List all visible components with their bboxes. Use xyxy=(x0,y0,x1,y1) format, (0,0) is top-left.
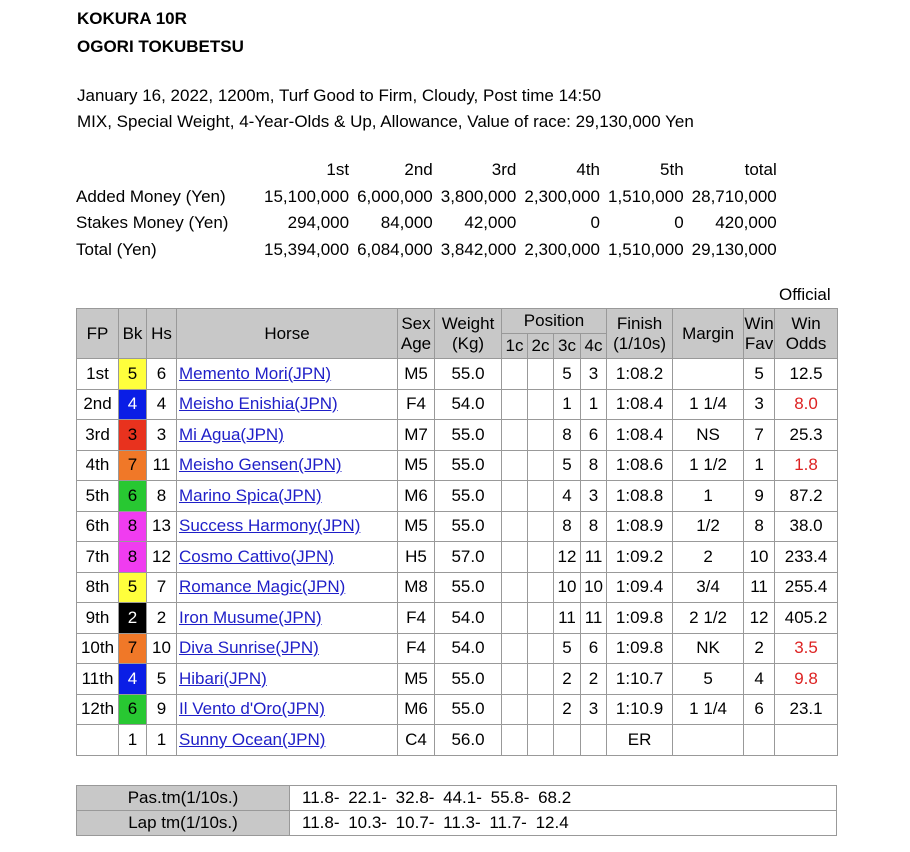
cell-fp: 4th xyxy=(77,450,119,481)
cell-c2 xyxy=(528,633,554,664)
cell-c2 xyxy=(528,725,554,756)
cell-margin: 1 1/4 xyxy=(673,694,744,725)
cell-wt: 55.0 xyxy=(435,511,502,542)
cell-fav: 12 xyxy=(744,603,775,634)
prize-value: 3,842,000 xyxy=(440,239,517,259)
cell-odds: 405.2 xyxy=(775,603,838,634)
cell-time: 1:08.4 xyxy=(607,389,673,420)
prize-value: 15,394,000 xyxy=(264,239,350,259)
table-row xyxy=(77,542,838,573)
prize-value: 420,000 xyxy=(715,213,777,233)
cell-c4: 3 xyxy=(581,359,607,390)
horse-link[interactable]: Iron Musume(JPN) xyxy=(179,607,322,627)
cell-fp: 3rd xyxy=(77,420,119,451)
bracket-badge: 4 xyxy=(119,664,147,695)
prize-row-label: Total (Yen) xyxy=(76,239,157,259)
cell-c4: 8 xyxy=(581,511,607,542)
cell-wt: 54.0 xyxy=(435,389,502,420)
cell-c1 xyxy=(502,694,528,725)
table-row xyxy=(77,481,838,512)
cell-fp: 7th xyxy=(77,542,119,573)
cell-time: 1:08.2 xyxy=(607,359,673,390)
prize-value: 6,084,000 xyxy=(357,239,433,259)
cell-c3 xyxy=(554,725,581,756)
cell-horse xyxy=(177,359,398,390)
cell-wt: 54.0 xyxy=(435,603,502,634)
cell-fav: 11 xyxy=(744,572,775,603)
cell-sa: H5 xyxy=(398,542,435,573)
cell-margin xyxy=(673,359,744,390)
cell-c4 xyxy=(581,725,607,756)
cell-sa: C4 xyxy=(398,725,435,756)
prize-value: 15,100,000 xyxy=(264,186,350,206)
cell-margin: 2 xyxy=(673,542,744,573)
prize-value: 1,510,000 xyxy=(608,186,684,206)
header-win-odds: Win Odds xyxy=(775,309,838,359)
cell-wt: 55.0 xyxy=(435,572,502,603)
prize-value: 42,000 xyxy=(464,213,517,233)
bracket-badge: 1 xyxy=(119,725,147,756)
cell-fp: 12th xyxy=(77,694,119,725)
cell-c2 xyxy=(528,603,554,634)
cell-horse xyxy=(177,511,398,542)
cell-sa: M6 xyxy=(398,481,435,512)
table-row xyxy=(77,359,838,390)
prize-value: 3,800,000 xyxy=(440,186,517,206)
cell-time: 1:10.7 xyxy=(607,664,673,695)
cell-c3: 2 xyxy=(554,694,581,725)
cell-hs: 12 xyxy=(147,542,177,573)
horse-link[interactable]: Mi Agua(JPN) xyxy=(179,424,284,444)
cell-c3: 5 xyxy=(554,450,581,481)
table-row xyxy=(77,572,838,603)
bracket-badge: 8 xyxy=(119,542,147,573)
header-finish: Finish (1/10s) xyxy=(607,309,673,359)
cell-sa: F4 xyxy=(398,603,435,634)
cell-odds: 12.5 xyxy=(775,359,838,390)
prize-value: 28,710,000 xyxy=(691,186,777,206)
prize-value: 2,300,000 xyxy=(524,239,601,259)
table-row xyxy=(77,725,838,756)
bracket-badge: 5 xyxy=(119,359,147,390)
cell-c4: 3 xyxy=(581,694,607,725)
cell-wt: 55.0 xyxy=(435,450,502,481)
cell-c4: 10 xyxy=(581,572,607,603)
passing-time-label: Pas.tm(1/10s.) xyxy=(77,786,290,811)
cell-hs: 4 xyxy=(147,389,177,420)
horse-link[interactable]: Sunny Ocean(JPN) xyxy=(179,729,326,749)
cell-c2 xyxy=(528,542,554,573)
cell-c2 xyxy=(528,420,554,451)
lap-times-table xyxy=(76,785,837,836)
cell-horse xyxy=(177,389,398,420)
bracket-badge: 3 xyxy=(119,420,147,451)
cell-c2 xyxy=(528,481,554,512)
prize-header: 1st xyxy=(326,160,350,180)
header-hs: Hs xyxy=(147,309,177,359)
cell-c1 xyxy=(502,511,528,542)
header-3c: 3c xyxy=(554,334,581,359)
bracket-badge: 5 xyxy=(119,572,147,603)
race-conditions: January 16, 2022, 1200m, Turf Good to Firm, Cloudy, Post time 14:50 xyxy=(77,86,602,105)
prize-row-label: Added Money (Yen) xyxy=(76,186,226,206)
cell-c4: 6 xyxy=(581,420,607,451)
official-label: Official xyxy=(779,285,831,304)
prize-value: 2,300,000 xyxy=(524,186,601,206)
bracket-badge: 2 xyxy=(119,603,147,634)
horse-link[interactable]: Memento Mori(JPN) xyxy=(179,363,332,383)
cell-c3: 5 xyxy=(554,633,581,664)
cell-c1 xyxy=(502,725,528,756)
bracket-badge: 7 xyxy=(119,450,147,481)
cell-fav: 1 xyxy=(744,450,775,481)
cell-margin: 1 1/2 xyxy=(673,450,744,481)
cell-horse xyxy=(177,542,398,573)
cell-odds: 9.8 xyxy=(775,664,838,695)
cell-fp xyxy=(77,725,119,756)
cell-odds: 8.0 xyxy=(775,389,838,420)
cell-c1 xyxy=(502,359,528,390)
cell-c2 xyxy=(528,664,554,695)
cell-c1 xyxy=(502,450,528,481)
cell-sa: M5 xyxy=(398,450,435,481)
cell-time: ER xyxy=(607,725,673,756)
table-row xyxy=(77,664,838,695)
header-1c: 1c xyxy=(502,334,528,359)
prize-header: 2nd xyxy=(404,160,433,180)
header-position: Position xyxy=(502,309,607,334)
cell-c4: 11 xyxy=(581,603,607,634)
cell-c1 xyxy=(502,481,528,512)
cell-c3: 2 xyxy=(554,664,581,695)
cell-time: 1:09.2 xyxy=(607,542,673,573)
cell-odds: 87.2 xyxy=(775,481,838,512)
cell-sa: M8 xyxy=(398,572,435,603)
race-number: KOKURA 10R xyxy=(77,9,187,28)
horse-link[interactable]: Marino Spica(JPN) xyxy=(179,485,322,505)
header-4c: 4c xyxy=(581,334,607,359)
cell-c2 xyxy=(528,572,554,603)
cell-c3: 5 xyxy=(554,359,581,390)
cell-odds: 38.0 xyxy=(775,511,838,542)
table-row xyxy=(77,511,838,542)
horse-link[interactable]: Success Harmony(JPN) xyxy=(179,516,361,536)
cell-fav: 2 xyxy=(744,633,775,664)
cell-c1 xyxy=(502,389,528,420)
header-margin: Margin xyxy=(673,309,744,359)
cell-fp: 2nd xyxy=(77,389,119,420)
cell-fav: 10 xyxy=(744,542,775,573)
cell-fav: 5 xyxy=(744,359,775,390)
cell-margin: 1 xyxy=(673,481,744,512)
horse-link[interactable]: Meisho Enishia(JPN) xyxy=(179,394,338,414)
horse-link[interactable]: Diva Sunrise(JPN) xyxy=(179,638,319,658)
cell-sa: M5 xyxy=(398,359,435,390)
prize-value: 29,130,000 xyxy=(691,239,777,259)
cell-wt: 55.0 xyxy=(435,694,502,725)
header-weight: Weight (Kg) xyxy=(435,309,502,359)
cell-time: 1:08.9 xyxy=(607,511,673,542)
cell-c4: 11 xyxy=(581,542,607,573)
prize-row-label: Stakes Money (Yen) xyxy=(76,213,229,233)
cell-time: 1:09.8 xyxy=(607,603,673,634)
header-2c: 2c xyxy=(528,334,554,359)
prize-header: 3rd xyxy=(491,160,517,180)
cell-c1 xyxy=(502,572,528,603)
header-fp: FP xyxy=(77,309,119,359)
cell-hs: 3 xyxy=(147,420,177,451)
prize-row xyxy=(72,184,781,211)
prize-value: 1,510,000 xyxy=(608,239,684,259)
header-win-fav: Win Fav xyxy=(744,309,775,359)
passing-time-values: 11.8- 22.1- 32.8- 44.1- 55.8- 68.2 xyxy=(290,786,837,811)
cell-horse xyxy=(177,694,398,725)
cell-wt: 56.0 xyxy=(435,725,502,756)
cell-hs: 8 xyxy=(147,481,177,512)
cell-horse xyxy=(177,725,398,756)
cell-c4: 2 xyxy=(581,664,607,695)
lap-time-values: 11.8- 10.3- 10.7- 11.3- 11.7- 12.4 xyxy=(290,811,837,836)
prize-row xyxy=(72,210,781,237)
cell-fav: 6 xyxy=(744,694,775,725)
cell-c3: 12 xyxy=(554,542,581,573)
cell-hs: 6 xyxy=(147,359,177,390)
cell-sa: F4 xyxy=(398,389,435,420)
cell-wt: 55.0 xyxy=(435,359,502,390)
lap-time-label: Lap tm(1/10s.) xyxy=(77,811,290,836)
cell-fp: 6th xyxy=(77,511,119,542)
cell-c4: 8 xyxy=(581,450,607,481)
cell-c1 xyxy=(502,420,528,451)
horse-link[interactable]: Romance Magic(JPN) xyxy=(179,577,346,597)
cell-hs: 11 xyxy=(147,450,177,481)
cell-hs: 13 xyxy=(147,511,177,542)
cell-c2 xyxy=(528,694,554,725)
cell-margin: 5 xyxy=(673,664,744,695)
cell-odds: 1.8 xyxy=(775,450,838,481)
cell-horse xyxy=(177,603,398,634)
cell-c3: 8 xyxy=(554,420,581,451)
cell-c3: 8 xyxy=(554,511,581,542)
table-row xyxy=(77,633,838,664)
prize-value: 0 xyxy=(590,213,601,233)
horse-link[interactable]: Il Vento d'Oro(JPN) xyxy=(179,699,325,719)
bracket-badge: 6 xyxy=(119,481,147,512)
cell-horse xyxy=(177,633,398,664)
table-row xyxy=(77,694,838,725)
cell-hs: 5 xyxy=(147,664,177,695)
cell-c1 xyxy=(502,664,528,695)
cell-margin: NK xyxy=(673,633,744,664)
cell-margin: 2 1/2 xyxy=(673,603,744,634)
cell-odds: 23.1 xyxy=(775,694,838,725)
cell-fp: 1st xyxy=(77,359,119,390)
cell-fp: 8th xyxy=(77,572,119,603)
header-horse: Horse xyxy=(177,309,398,359)
cell-hs: 1 xyxy=(147,725,177,756)
header-bk: Bk xyxy=(119,309,147,359)
cell-fav xyxy=(744,725,775,756)
cell-sa: M6 xyxy=(398,694,435,725)
cell-wt: 55.0 xyxy=(435,481,502,512)
bracket-badge: 6 xyxy=(119,694,147,725)
prize-header: total xyxy=(744,160,777,180)
cell-hs: 2 xyxy=(147,603,177,634)
cell-odds: 233.4 xyxy=(775,542,838,573)
cell-time: 1:08.4 xyxy=(607,420,673,451)
cell-hs: 7 xyxy=(147,572,177,603)
cell-sa: M5 xyxy=(398,664,435,695)
bracket-badge: 7 xyxy=(119,633,147,664)
cell-c4: 3 xyxy=(581,481,607,512)
cell-time: 1:09.4 xyxy=(607,572,673,603)
cell-wt: 57.0 xyxy=(435,542,502,573)
cell-hs: 9 xyxy=(147,694,177,725)
cell-c3: 11 xyxy=(554,603,581,634)
cell-horse xyxy=(177,664,398,695)
cell-time: 1:09.8 xyxy=(607,633,673,664)
results-table xyxy=(76,308,838,756)
cell-fp: 9th xyxy=(77,603,119,634)
prize-header: 5th xyxy=(660,160,684,180)
cell-wt: 55.0 xyxy=(435,664,502,695)
cell-c1 xyxy=(502,542,528,573)
cell-fp: 5th xyxy=(77,481,119,512)
cell-c2 xyxy=(528,389,554,420)
cell-c3: 4 xyxy=(554,481,581,512)
table-row xyxy=(77,603,838,634)
prize-money-table xyxy=(72,157,781,263)
horse-link[interactable]: Meisho Gensen(JPN) xyxy=(179,455,342,475)
cell-horse xyxy=(177,572,398,603)
cell-c2 xyxy=(528,450,554,481)
header-sex-age: Sex Age xyxy=(398,309,435,359)
horse-link[interactable]: Cosmo Cattivo(JPN) xyxy=(179,546,334,566)
cell-time: 1:10.9 xyxy=(607,694,673,725)
cell-odds: 25.3 xyxy=(775,420,838,451)
prize-value: 294,000 xyxy=(287,213,350,233)
cell-odds: 3.5 xyxy=(775,633,838,664)
cell-c2 xyxy=(528,511,554,542)
cell-c1 xyxy=(502,603,528,634)
cell-fp: 11th xyxy=(77,664,119,695)
prize-value: 84,000 xyxy=(380,213,433,233)
cell-c4: 6 xyxy=(581,633,607,664)
table-row xyxy=(77,389,838,420)
cell-odds: 255.4 xyxy=(775,572,838,603)
cell-wt: 55.0 xyxy=(435,420,502,451)
prize-header: 4th xyxy=(576,160,601,180)
cell-c1 xyxy=(502,633,528,664)
cell-horse xyxy=(177,481,398,512)
cell-margin: 3/4 xyxy=(673,572,744,603)
cell-margin: 1 1/4 xyxy=(673,389,744,420)
table-row xyxy=(77,450,838,481)
cell-sa: M7 xyxy=(398,420,435,451)
cell-margin: NS xyxy=(673,420,744,451)
cell-horse xyxy=(177,450,398,481)
table-row xyxy=(77,420,838,451)
bracket-badge: 4 xyxy=(119,389,147,420)
cell-odds xyxy=(775,725,838,756)
prize-value: 6,000,000 xyxy=(357,186,433,206)
race-class: MIX, Special Weight, 4-Year-Olds & Up, Allowance, Value of race: 29,130,000 Yen xyxy=(77,112,694,131)
cell-c3: 1 xyxy=(554,389,581,420)
cell-fp: 10th xyxy=(77,633,119,664)
cell-hs: 10 xyxy=(147,633,177,664)
bracket-badge: 8 xyxy=(119,511,147,542)
cell-fav: 3 xyxy=(744,389,775,420)
cell-time: 1:08.6 xyxy=(607,450,673,481)
cell-sa: M5 xyxy=(398,511,435,542)
horse-link[interactable]: Hibari(JPN) xyxy=(179,668,267,688)
cell-fav: 4 xyxy=(744,664,775,695)
cell-c2 xyxy=(528,359,554,390)
cell-sa: F4 xyxy=(398,633,435,664)
cell-c4: 1 xyxy=(581,389,607,420)
cell-horse xyxy=(177,420,398,451)
race-name: OGORI TOKUBETSU xyxy=(77,37,244,56)
cell-margin xyxy=(673,725,744,756)
prize-row xyxy=(72,237,781,264)
prize-value: 0 xyxy=(674,213,684,233)
cell-margin: 1/2 xyxy=(673,511,744,542)
cell-c3: 10 xyxy=(554,572,581,603)
cell-fav: 8 xyxy=(744,511,775,542)
cell-fav: 9 xyxy=(744,481,775,512)
cell-wt: 54.0 xyxy=(435,633,502,664)
cell-fav: 7 xyxy=(744,420,775,451)
cell-time: 1:08.8 xyxy=(607,481,673,512)
